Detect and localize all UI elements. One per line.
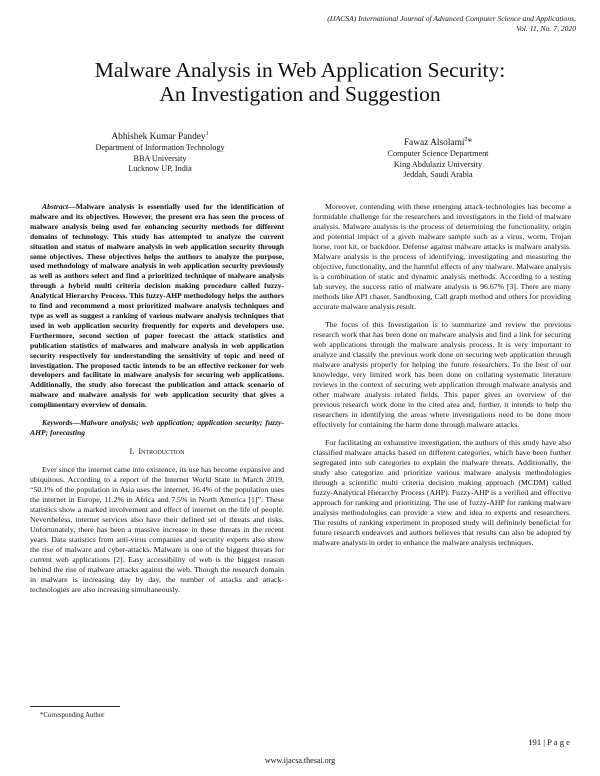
journal-volume: Vol. 11, No. 7, 2020 — [516, 24, 576, 33]
author-block-1 — [60, 128, 260, 174]
footnote-divider — [30, 706, 120, 707]
author-dept-1: Department of Information Technology — [95, 143, 225, 153]
right-paragraph-2: The focus of this Investigation is to summarize and review the previous research work that has been done on malware analysis and find a link for securing web applications through the malware analysis process. It is very important to analyze and classify the previous work done on securing web application through malware analysis properly for helping the future researchers. To the best of our knowledge, very limited work has been done on collating systematic literature reviews in the context of securing web application through malware analysis and other malware analysis related fields. This paper gives an overview of the previous research work done in the cited area and, further, it intends to help the researchers in identifying the areas where investigations need to be done more effectively for containing the harm done through malware attacks. — [313, 320, 571, 429]
footnote: *Corresponding Author — [40, 712, 105, 719]
author-sup-1: 1 — [205, 131, 209, 137]
author-name-2: Fawaz Alsolami$^2$* — [403, 137, 473, 149]
section-number: I. — [129, 446, 135, 456]
author-loc-1: Lucknow UP, India — [128, 163, 192, 173]
author-dept-2: Computer Science Department — [387, 149, 489, 159]
abstract — [30, 202, 284, 410]
page-num: 191 — [528, 737, 542, 747]
author-loc-2: Jeddah, Saudi Arabia — [403, 169, 473, 179]
journal-name: (IJACSA) International Journal of Advanced Computer Science and Applications, — [327, 14, 576, 23]
author-org-1: BBA University — [133, 153, 187, 163]
keywords-text: Malware analysis; web application; application security; fuzzy-AHP; forecasting — [30, 418, 284, 437]
author-name-1: Abhishek Kumar Pandey$^1$ — [111, 131, 209, 143]
page-label: P a g e — [547, 737, 570, 747]
right-paragraph-3: For facilitating an exhaustive investigation, the authors of this study have also classified malware attacks based on different categories, which have been further segregated into sub categories to explain the malware threats. Additionally, the study also categorize and prioritize various malware analysis methodologies through a scientific multi criteria decision making approach (MCDM) called fuzzy-Analytical Hierarchy Process (AHP). Fuzzy-AHP is a verified and effective approach for ranking and prioritizing. The use of fuzzy-AHP for ranking malware analysis methodologies can provide a view and idea to experts and researchers. The results of ranking experiment in proposed study will definitely beneficial for future research endeavors and authors believes that results can also be adopted by malware analysts in order to enhance the malware analysis techniques. — [313, 438, 571, 547]
journal-header — [246, 14, 576, 34]
page-number — [528, 737, 570, 747]
section-heading-introduction — [30, 447, 284, 457]
author-org-2: King Abdulaziz University — [393, 159, 483, 169]
page-sep: | — [541, 737, 548, 747]
author-block-2 — [338, 134, 538, 180]
left-column — [30, 202, 284, 595]
author-sup-2: 2 — [464, 137, 468, 143]
footer-url[interactable]: www.ijacsa.thesai.org — [264, 756, 336, 765]
right-paragraph-1: Moreover, contending with these emerging attack-technologies has become a formidable challenge for the researchers and investigators in the field of malware analysis. Malware analysis is the process of determining the functionality, origin and potential impact of a given malware sample such as a virus, worm, Trojan horse, root kit, or backdoor. Defense against malware attacks is malware analysis. Malware analysis is the process of identifying, investigating and measuring the objective, functionality, and the harmful effects of any malware. Malware analysis is a combination of static and dynamic analysis methods. According to a testing lab survey, the success ratio of malware analysis is 96.67% [3]. There are many methods like API chaser, Sandboxing, Call graph method and others for providing accurate malware analysis result. — [313, 202, 571, 311]
corresponding-mark: * — [467, 138, 473, 149]
intro-paragraph-1: Ever since the internet came into existence, its use has become expansive and ubiquitous. According to a report of the Internet World State in March 2019, “50.1% of the population in Asia uses the internet, 16.4% of the population uses the internet in Europe, 11.2% in Africa and 7.5% in North America [1]”. These statistics show a marked involvement and effect of internet on the life of people. Nevertheless, internet services also have their defined set of threats and risks. Unfortunately, there has been a massive increase in these threats in the recent years. Data statistics from anti-virus companies and security experts also show the rise of malware and cyber-attacks. Malware is one of the biggest threats for current web applications [2]. Easy accessibility of web is the biggest reason behind the rise of malware attacks against the web. Though the research domain in malware is increasing day by day, the number of attacks and attack-technologies are also increasing simultaneously. — [30, 464, 284, 594]
abstract-label: Abstract— — [42, 202, 76, 211]
title-line-2: An Investigation and Suggestion — [159, 82, 441, 106]
title-line-1: Malware Analysis in Web Application Security: — [94, 58, 506, 82]
keywords-label: Keywords— — [42, 418, 80, 428]
paper-title — [40, 58, 560, 106]
right-column — [313, 202, 571, 548]
keywords — [30, 418, 284, 438]
section-title: Introduction — [138, 446, 185, 456]
abstract-text: Malware analysis is essentially used for the identification of malware and its objectives. However, the present era has seen the process of malware analysis being used for enhancing security methods for different domains of technology. This study has attempted to analyze the current situation and status of malware analysis in web application security through some objectives. These objectives helps the authors to analyze the purpose, used methodology of malware analysis in web application security previously as well as authors select and find a prioritized technique of malware analysis through a hybrid multi criteria decision making procedure called fuzzy-Analytical Hierarchy Process. This fuzzy-AHP methodology helps the authors to find and recommend a most prioritized malware analysis techniques and type as well as suggest a ranking of various malware analysis techniques that used in web application security frequently for experts and developers use. Furthermore, second section of paper forecast the attack statistics and publication statistics of malwares and malware analysis in web application security respectively for understanding the sensitivity of topic and need of investigation. The proposed tactic intends to be an effective reckoner for web developers and facilitate in malware analysis for securing web applications. Additionally, the study also forecast the publication and attack scenario of malware and malware analysis for web application security that gives a complimentary overview of domain. — [30, 202, 284, 410]
